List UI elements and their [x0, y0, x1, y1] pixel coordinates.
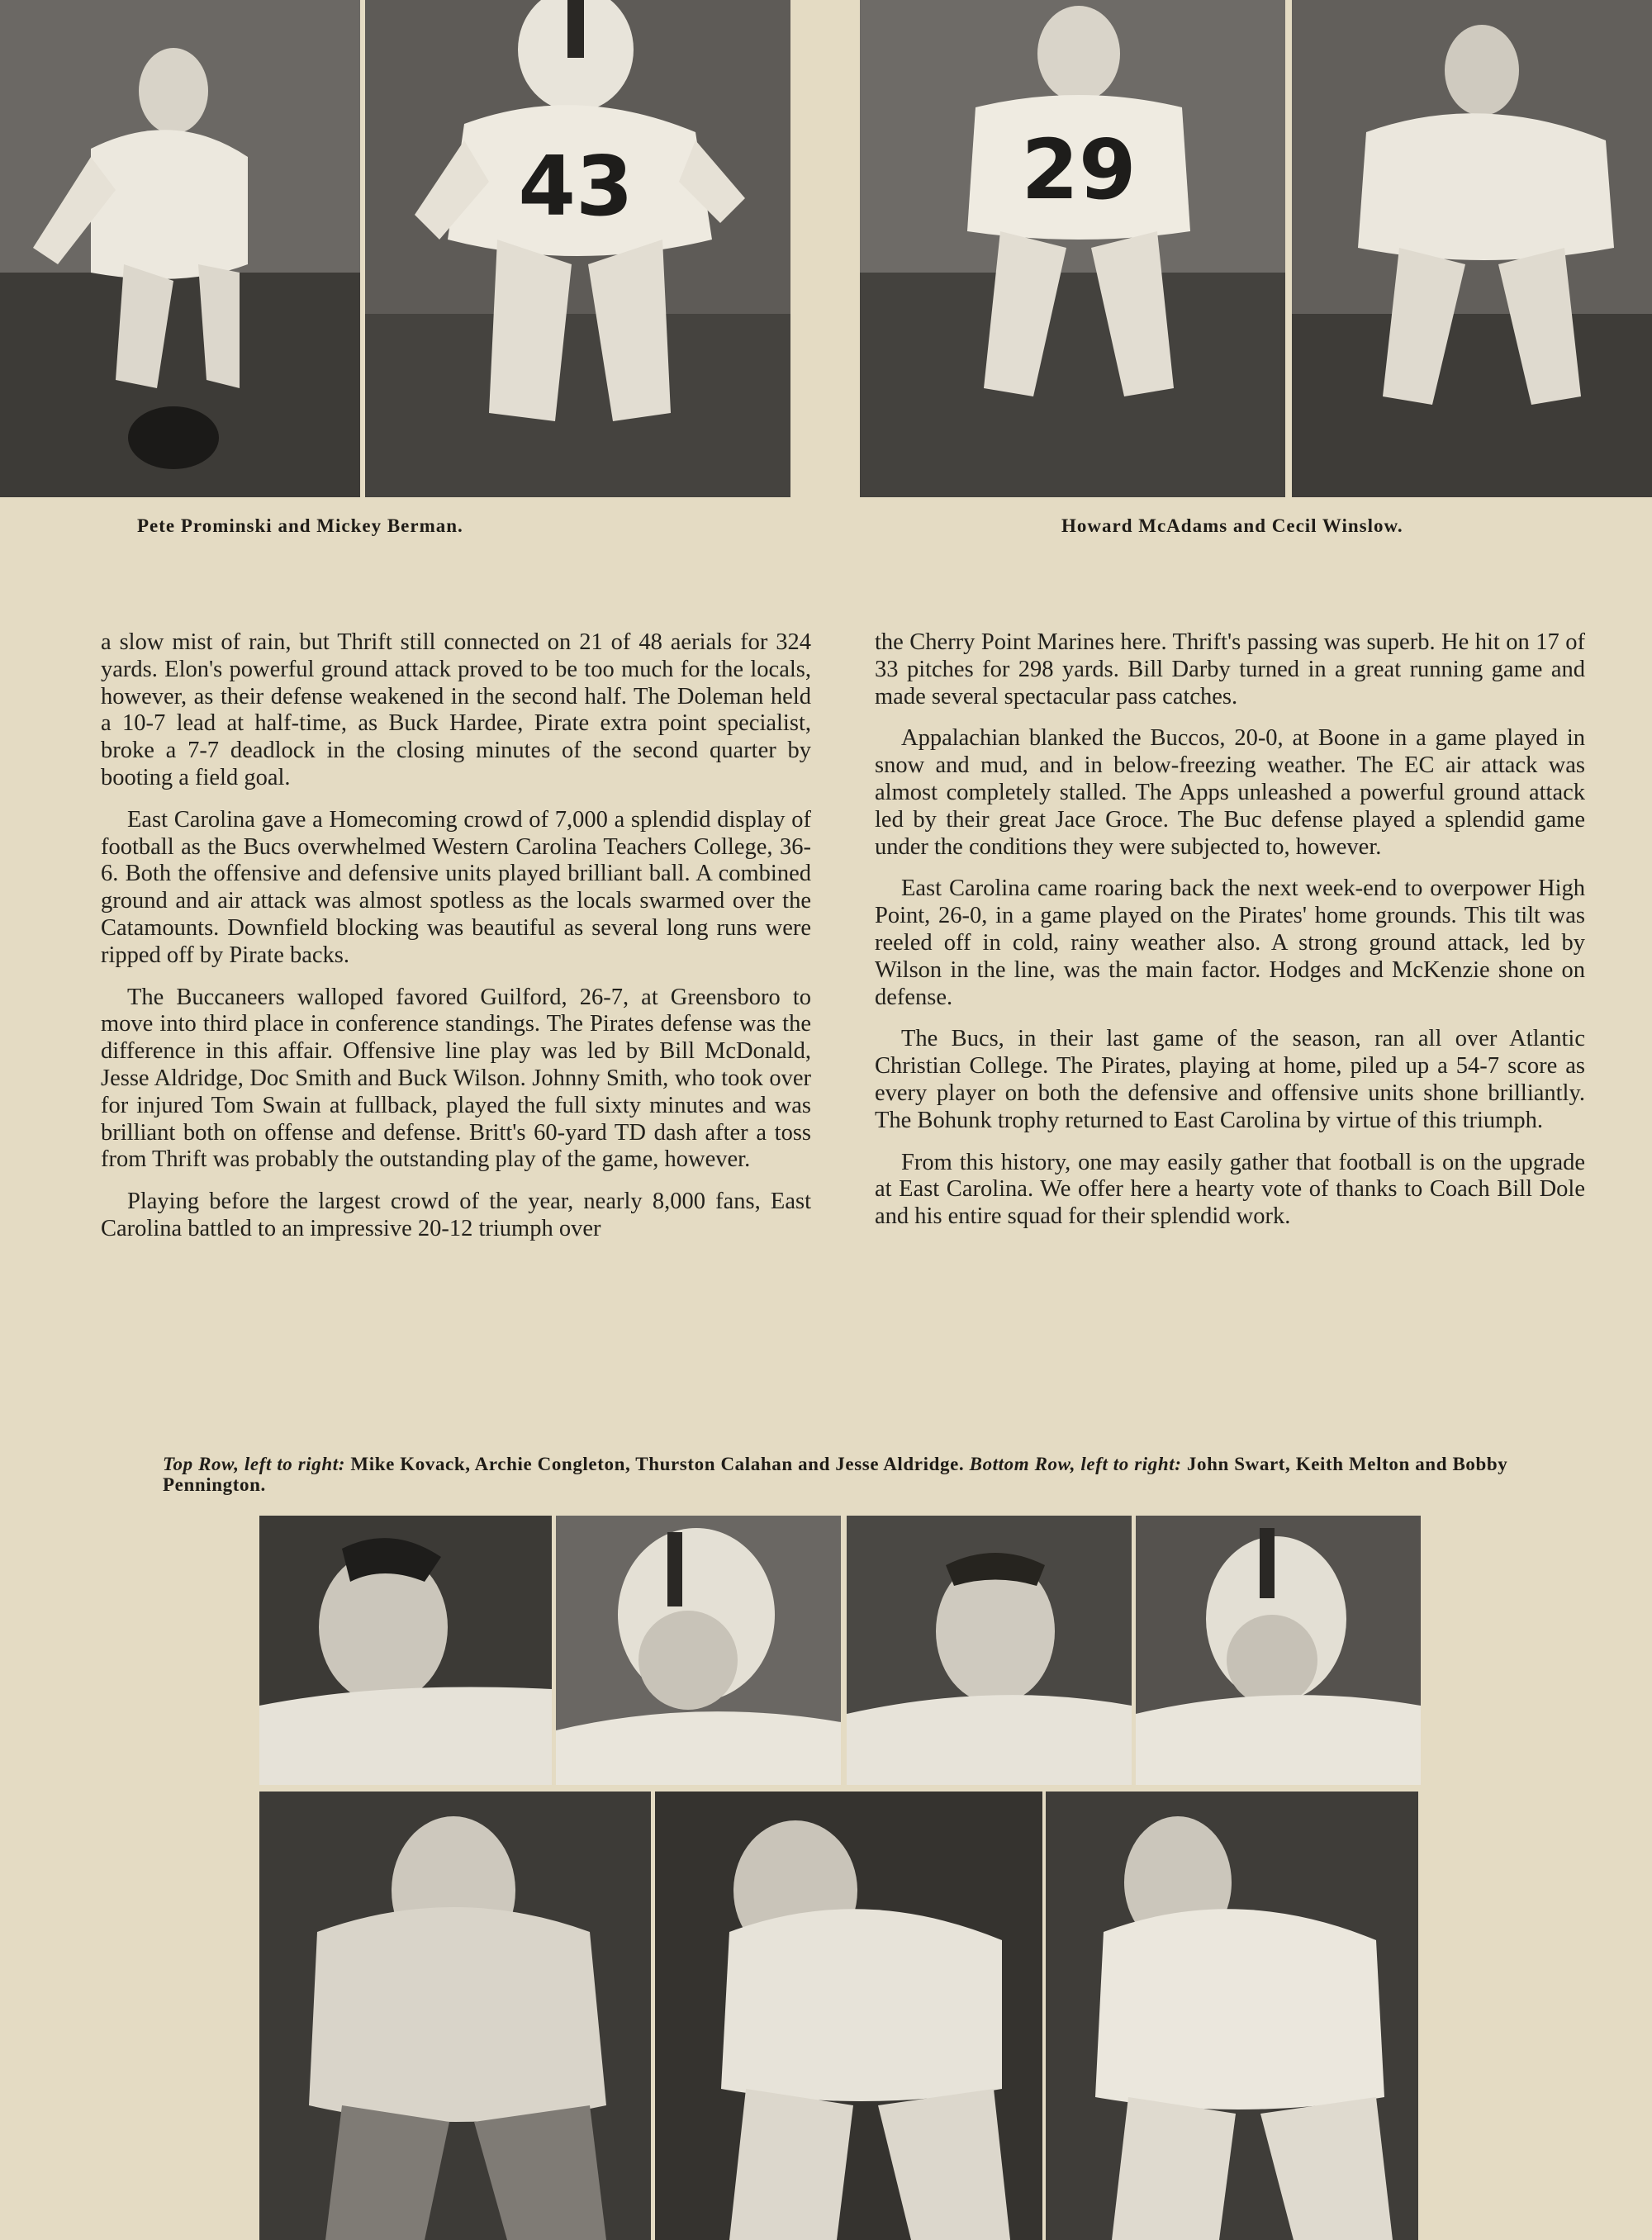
photo-mickey-berman	[365, 0, 790, 497]
paragraph: East Carolina gave a Homecoming crowd of 7,000 a splendid display of football as the Bucs overwhelmed Western Carolina Teachers College, 36-6. Both the offensive and defensive units played brilliant ball. A combined ground and air attack was almost spotless as the locals swarmed over the Catamounts. Downfield blocking was beautiful as several long runs were ripped off by Pirate backs.	[101, 806, 811, 968]
jersey-number: 43	[518, 138, 634, 235]
photo-caption-left: Pete Prominski and Mickey Berman.	[137, 515, 463, 536]
paragraph: the Cherry Point Marines here. Thrift's passing was superb. He hit on 17 of 33 pitches for 298 yards. Bill Darby turned in a great running game and made several spectacular pass catches.	[875, 629, 1585, 709]
paragraph: a slow mist of rain, but Thrift still connected on 21 of 48 aerials for 324 yards. Elon's powerful ground attack proved to be too much for the locals, however, as their defense weakened in the second half. The Doleman held a 10-7 lead at half-time, as Buck Hardee, Pirate extra point specialist, broke a 7-7 deadlock in the closing minutes of the second quarter by booting a field goal.	[101, 629, 811, 790]
photo-pete-prominski	[0, 0, 360, 497]
article-column-right	[875, 629, 1585, 1246]
photo-thurston-calahan	[847, 1516, 1132, 1785]
photo-archie-congleton	[556, 1516, 841, 1785]
paragraph: Appalachian blanked the Buccos, 20-0, at Boone in a game played in snow and mud, and in below-freezing weather. The EC air attack was almost completely stalled. The Apps unleashed a powerful ground attack led by their great Jace Groce. The Buc defense played a splendid game under the conditions they were subjected to, however.	[875, 725, 1585, 860]
paragraph: From this history, one may easily gather that football is on the upgrade at East Carolina. We offer here a hearty vote of thanks to Coach Bill Dole and his entire squad for their splendid work.	[875, 1149, 1585, 1230]
article-column-left	[101, 629, 811, 1258]
paragraph: The Buccaneers walloped favored Guilford, 26-7, at Greensboro to move into third place in conference standings. The Pirates defense was the difference in this affair. Offensive line play was led by Bill McDonald, Jesse Aldridge, Doc Smith and Buck Wilson. Johnny Smith, who took over for injured Tom Swain at fullback, played the full sixty minutes and was brilliant both on offense and defense. Britt's 60-yard TD dash after a toss from Thrift was probably the outstanding play of the game, however.	[101, 984, 811, 1173]
roster-bottom-label: Bottom Row, left to right:	[969, 1454, 1182, 1474]
roster-caption	[163, 1454, 1517, 1495]
paragraph: The Bucs, in their last game of the season, ran all over Atlantic Christian College. The Pirates, playing at home, piled up a 54-7 score as every player on both the defensive and offensive units shone brilliantly. The Bohunk trophy returned to East Carolina by virtue of this triumph.	[875, 1026, 1585, 1133]
photo-john-swart	[259, 1792, 651, 2240]
paragraph: East Carolina came roaring back the next week-end to overpower High Point, 26-0, in a game played on the Pirates' home grounds. This tilt was reeled off in cold, rainy weather also. A strong ground attack, led by Wilson in the line, was the main factor. Hodges and McKenzie shone on defense.	[875, 876, 1585, 1010]
photo-keith-melton	[655, 1792, 1042, 2240]
photo-jesse-aldridge	[1136, 1516, 1421, 1785]
photo-cecil-winslow	[1292, 0, 1652, 497]
roster-top-label: Top Row, left to right:	[163, 1454, 346, 1474]
roster-bottom-names: John Swart, Keith Melton and Bobby Pennington.	[163, 1454, 1508, 1495]
jersey-number: 29	[1021, 121, 1137, 218]
photo-mike-kovack	[259, 1516, 552, 1785]
photo-bobby-pennington	[1046, 1792, 1418, 2240]
roster-top-names: Mike Kovack, Archie Congleton, Thurston Calahan and Jesse Aldridge.	[350, 1454, 965, 1474]
paragraph: Playing before the largest crowd of the year, nearly 8,000 fans, East Carolina battled to an impressive 20-12 triumph over	[101, 1189, 811, 1241]
photo-howard-mcadams	[860, 0, 1285, 497]
photo-caption-right: Howard McAdams and Cecil Winslow.	[1061, 515, 1403, 536]
